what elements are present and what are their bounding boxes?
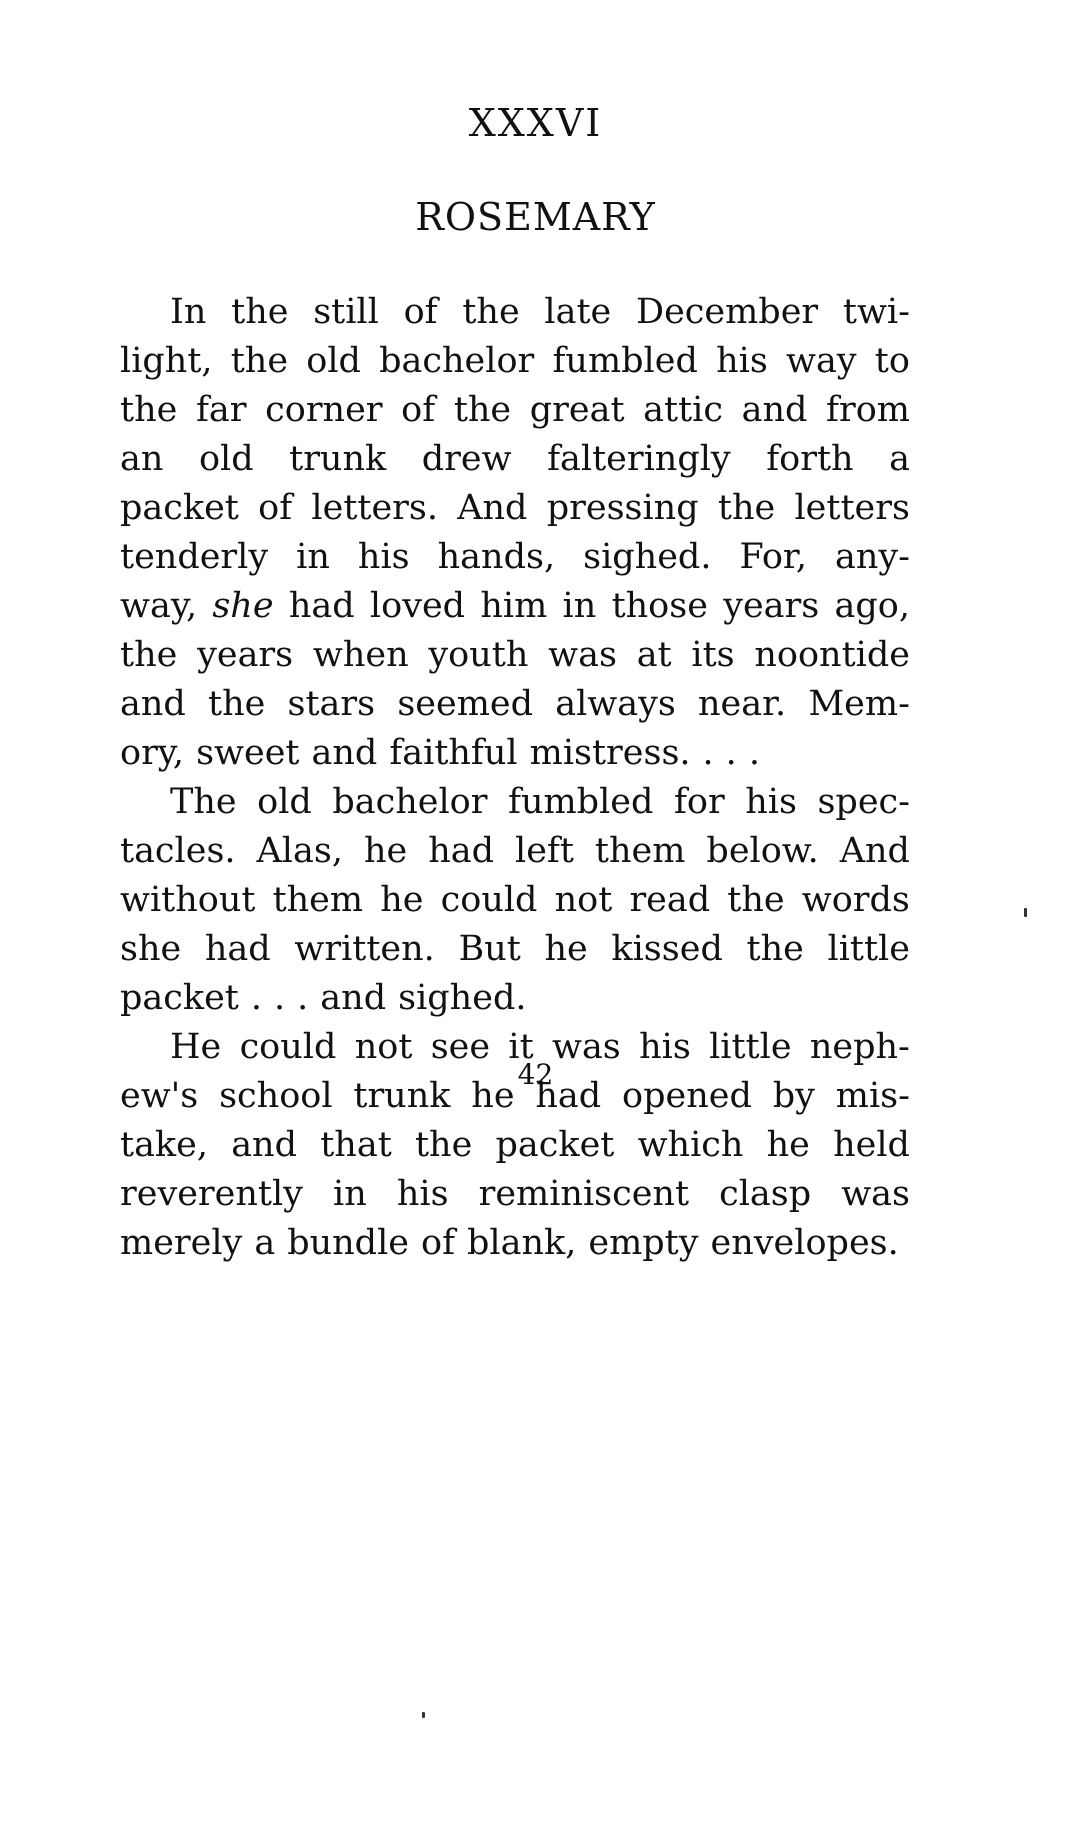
word: had bbox=[288, 586, 355, 626]
text-line bbox=[120, 680, 910, 729]
word: he bbox=[363, 831, 408, 871]
word: ago, bbox=[834, 586, 910, 626]
word: years bbox=[197, 635, 294, 675]
word: had bbox=[428, 831, 495, 871]
word: forth bbox=[766, 439, 854, 479]
word: a bbox=[889, 439, 910, 479]
word: them bbox=[594, 831, 686, 871]
word: letters. bbox=[311, 488, 438, 528]
text-line bbox=[120, 582, 910, 631]
word: little bbox=[827, 929, 910, 969]
word: . bbox=[274, 978, 286, 1018]
word: letters bbox=[794, 488, 910, 528]
word: left bbox=[515, 831, 574, 871]
text-line bbox=[120, 631, 910, 680]
word: Mem- bbox=[808, 684, 910, 724]
word: had bbox=[204, 929, 271, 969]
word: not bbox=[354, 1027, 413, 1067]
word: . bbox=[250, 978, 263, 1018]
word: from bbox=[826, 390, 910, 430]
word: old bbox=[306, 341, 361, 381]
word: seemed bbox=[397, 684, 534, 724]
word: written. bbox=[294, 929, 435, 969]
word: school bbox=[219, 1076, 333, 1116]
word: noontide bbox=[754, 635, 910, 675]
word: for bbox=[673, 782, 725, 822]
word: attic bbox=[643, 390, 723, 430]
word: tacles. bbox=[120, 831, 236, 871]
word: But bbox=[458, 929, 521, 969]
word: at bbox=[636, 635, 672, 675]
word: For, bbox=[739, 537, 807, 577]
word: . bbox=[702, 733, 714, 773]
word: In bbox=[170, 292, 207, 332]
word: merely bbox=[120, 1223, 243, 1263]
word: it bbox=[508, 1027, 534, 1067]
word: he bbox=[766, 1125, 810, 1165]
word: old bbox=[257, 782, 312, 822]
word: stars bbox=[287, 684, 376, 724]
word: Alas, bbox=[256, 831, 343, 871]
word: ew's bbox=[120, 1076, 199, 1116]
word: his bbox=[396, 1174, 449, 1214]
word: the bbox=[746, 929, 804, 969]
word: could bbox=[239, 1027, 337, 1067]
word: of bbox=[403, 292, 438, 332]
word: she bbox=[120, 929, 182, 969]
word: way bbox=[785, 341, 857, 381]
word: way, bbox=[120, 586, 198, 626]
word: packet bbox=[120, 488, 239, 528]
word: near. bbox=[698, 684, 787, 724]
word: faithful bbox=[389, 733, 518, 773]
word: he bbox=[380, 880, 424, 920]
word: his bbox=[745, 782, 797, 822]
word: twi- bbox=[842, 292, 910, 332]
word: his bbox=[357, 537, 410, 577]
word: the bbox=[230, 341, 289, 381]
word: the bbox=[727, 880, 785, 920]
text-line bbox=[120, 778, 910, 827]
text-line bbox=[120, 729, 910, 778]
word: its bbox=[691, 635, 735, 675]
word: December bbox=[636, 292, 819, 332]
text-line bbox=[120, 1170, 910, 1219]
word: fumbled bbox=[508, 782, 654, 822]
word: his bbox=[716, 341, 768, 381]
body-text bbox=[120, 288, 910, 1268]
word: And bbox=[839, 831, 910, 871]
word: the bbox=[462, 292, 520, 332]
word: sighed. bbox=[583, 537, 712, 577]
word: in bbox=[333, 1174, 367, 1214]
word: neph- bbox=[809, 1027, 910, 1067]
word: to bbox=[874, 341, 910, 381]
word: mis- bbox=[835, 1076, 910, 1116]
word: and bbox=[311, 733, 378, 773]
word: was bbox=[551, 1027, 621, 1067]
word: words bbox=[801, 880, 910, 920]
word: in bbox=[562, 586, 597, 626]
chapter-title: ROSEMARY bbox=[415, 195, 656, 239]
word: corner bbox=[265, 390, 383, 430]
word: of bbox=[401, 390, 436, 430]
word: of bbox=[258, 488, 293, 528]
word: drew bbox=[421, 439, 512, 479]
word: the bbox=[414, 1125, 473, 1165]
word: he bbox=[471, 1076, 515, 1116]
word: old bbox=[198, 439, 254, 479]
word: always bbox=[555, 684, 676, 724]
word: loved bbox=[369, 586, 466, 626]
scan-speck bbox=[422, 1712, 425, 1718]
word: years bbox=[723, 586, 820, 626]
word: those bbox=[611, 586, 708, 626]
word: falteringly bbox=[547, 439, 731, 479]
word: blank, bbox=[467, 1223, 577, 1263]
word: see bbox=[430, 1027, 491, 1067]
text-line bbox=[120, 876, 910, 925]
text-line bbox=[120, 827, 910, 876]
word: and bbox=[741, 390, 808, 430]
word: them bbox=[272, 880, 364, 920]
word: the bbox=[453, 390, 512, 430]
text-line bbox=[120, 533, 910, 582]
word: had bbox=[535, 1076, 602, 1116]
word: sighed. bbox=[398, 978, 527, 1018]
word: him bbox=[480, 586, 548, 626]
word: the bbox=[120, 390, 178, 430]
word: . bbox=[725, 733, 737, 773]
word: And bbox=[457, 488, 528, 528]
text-line bbox=[120, 337, 910, 386]
word: that bbox=[320, 1125, 392, 1165]
word: without bbox=[120, 880, 256, 920]
word: the bbox=[208, 684, 266, 724]
chapter-number: XXXVI bbox=[468, 101, 603, 145]
word: an bbox=[120, 439, 164, 479]
word: little bbox=[709, 1027, 792, 1067]
word: take, bbox=[120, 1125, 208, 1165]
word: was bbox=[548, 635, 617, 675]
word: held bbox=[833, 1125, 910, 1165]
word: late bbox=[544, 292, 612, 332]
word: tenderly bbox=[120, 537, 269, 577]
word: sweet bbox=[196, 733, 300, 773]
word: a bbox=[254, 1223, 276, 1263]
word: He bbox=[170, 1027, 222, 1067]
text-line bbox=[120, 925, 910, 974]
word: he bbox=[544, 929, 588, 969]
word: spec- bbox=[817, 782, 910, 822]
word: pressing bbox=[546, 488, 699, 528]
word: and bbox=[231, 1125, 298, 1165]
word: envelopes. bbox=[710, 1223, 899, 1263]
word: any- bbox=[834, 537, 910, 577]
word: his bbox=[639, 1027, 691, 1067]
word: clasp bbox=[719, 1174, 812, 1214]
word: youth bbox=[428, 635, 529, 675]
text-line bbox=[120, 484, 910, 533]
word: she bbox=[212, 586, 274, 626]
word: opened bbox=[622, 1076, 752, 1116]
text-line bbox=[120, 435, 910, 484]
word: in bbox=[296, 537, 330, 577]
text-line bbox=[120, 386, 910, 435]
word: read bbox=[629, 880, 711, 920]
word: great bbox=[529, 390, 625, 430]
word: below. bbox=[706, 831, 819, 871]
word: could bbox=[440, 880, 538, 920]
word: . bbox=[297, 978, 309, 1018]
word: still bbox=[313, 292, 379, 332]
word: and bbox=[320, 978, 387, 1018]
word: of bbox=[421, 1223, 456, 1263]
word: when bbox=[312, 635, 409, 675]
text-line bbox=[120, 1219, 910, 1268]
word: The bbox=[170, 782, 237, 822]
word: bachelor bbox=[379, 341, 535, 381]
word: trunk bbox=[353, 1076, 451, 1116]
word: the bbox=[120, 635, 178, 675]
scan-speck bbox=[1024, 908, 1027, 917]
word: reverently bbox=[120, 1174, 303, 1214]
word: and bbox=[120, 684, 186, 724]
text-line bbox=[120, 1121, 910, 1170]
word: was bbox=[841, 1174, 910, 1214]
word: fumbled bbox=[552, 341, 698, 381]
word: . bbox=[748, 733, 760, 773]
word: far bbox=[195, 390, 247, 430]
page-number: 42 bbox=[517, 1058, 554, 1091]
word: packet bbox=[495, 1125, 615, 1165]
word: not bbox=[554, 880, 613, 920]
word: by bbox=[772, 1076, 815, 1116]
word: kissed bbox=[611, 929, 723, 969]
word: packet bbox=[120, 978, 239, 1018]
word: which bbox=[637, 1125, 744, 1165]
word: reminiscent bbox=[478, 1174, 690, 1214]
word: light, bbox=[120, 341, 213, 381]
word: trunk bbox=[289, 439, 387, 479]
word: mistress. bbox=[529, 733, 691, 773]
word: the bbox=[231, 292, 289, 332]
word: bundle bbox=[287, 1223, 409, 1263]
word: the bbox=[717, 488, 776, 528]
text-line bbox=[120, 974, 910, 1023]
word: empty bbox=[588, 1223, 699, 1263]
text-line bbox=[120, 288, 910, 337]
word: bachelor bbox=[332, 782, 488, 822]
word: hands, bbox=[437, 537, 556, 577]
word: ory, bbox=[120, 733, 185, 773]
